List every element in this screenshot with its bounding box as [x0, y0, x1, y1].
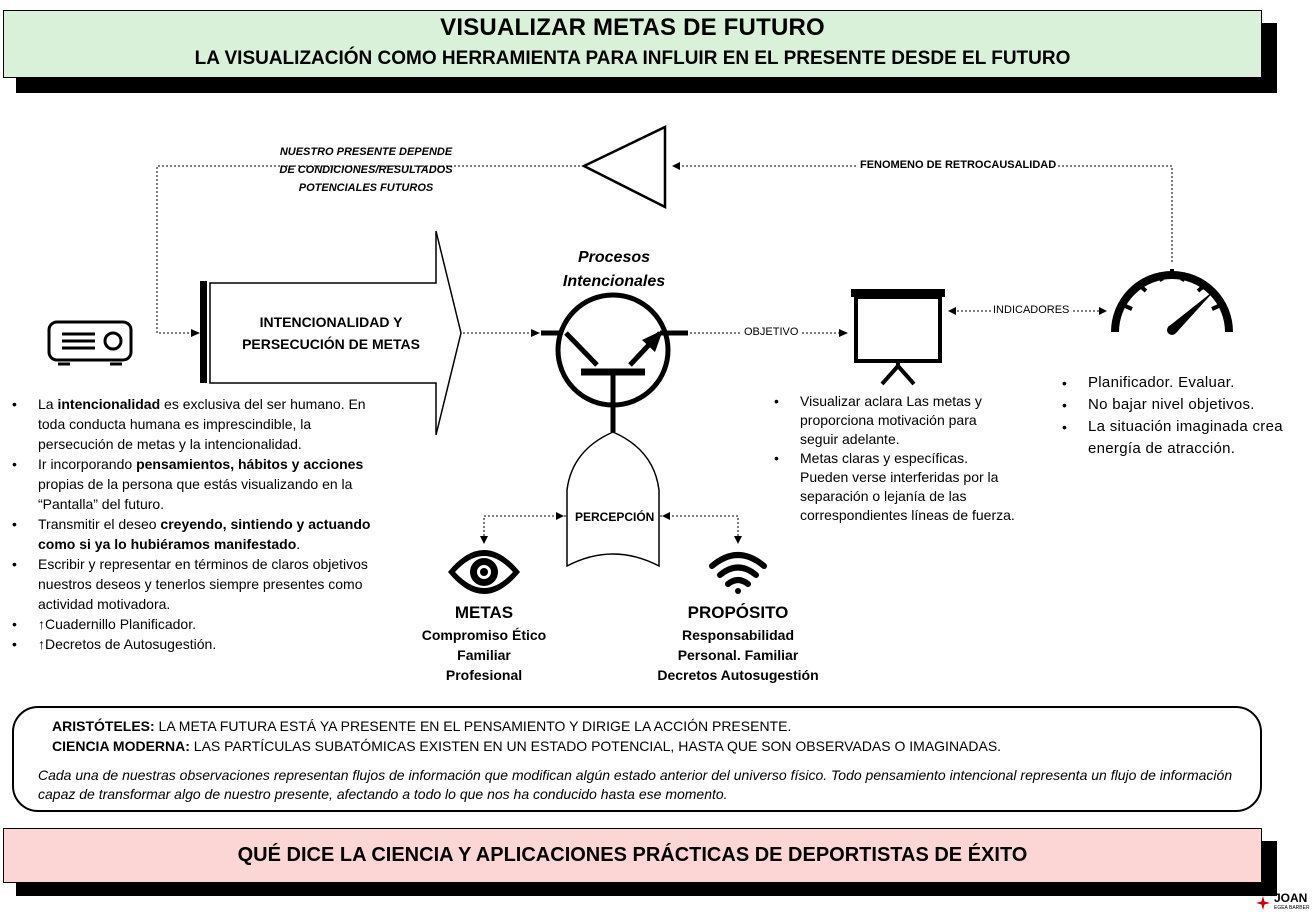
- bullet-text: Ir incorporando: [38, 456, 137, 472]
- right-bullet-1: • Planificador. Evaluar.: [1058, 372, 1308, 394]
- metas-line-2: Familiar: [457, 647, 511, 663]
- right-bullet-3: • La situación imaginada crea energía de atracción.: [1058, 416, 1308, 460]
- brand-logo: [1256, 890, 1312, 918]
- bullet-bold: intencionalidad: [57, 396, 161, 412]
- ciencia-label: CIENCIA MODERNA:: [52, 738, 190, 754]
- aristoteles-text: LA META FUTURA ESTÁ YA PRESENTE EN EL PENSAMIENTO Y DIRIGE LA ACCIÓN PRESENTE.: [154, 718, 792, 734]
- left-bullet-6: [8, 634, 390, 654]
- left-bullet-4: [8, 554, 390, 614]
- aristoteles-line: [52, 716, 1260, 736]
- bullet-bold: creyendo, sintiendo y actuando como si ya lo hubiéramos manifestado: [38, 516, 371, 552]
- metas-title: METAS: [454, 603, 514, 622]
- processes-label-line-1: Procesos: [577, 249, 651, 266]
- arrow-label: [222, 311, 440, 355]
- indicators-arrowhead-left: [948, 307, 956, 315]
- left-bullet-list: [8, 394, 390, 654]
- left-bullet-3: [8, 514, 390, 554]
- aristoteles-label: ARISTÓTELES:: [52, 718, 155, 734]
- metas-line-3: Profesional: [445, 667, 523, 683]
- left-bullet-2: [8, 454, 390, 514]
- feedback-arrowhead-right: [672, 162, 680, 170]
- right-bullet-2: • No bajar nivel objetivos.: [1058, 394, 1308, 416]
- and-gate-shape: [567, 432, 659, 566]
- middle-bullet-1: • Visualizar aclara Las metas y proporciona motivación para seguir adelante.: [770, 392, 1015, 449]
- bullet-text: Transmitir el deseo: [38, 516, 161, 532]
- right-bullet-list: [1058, 372, 1308, 460]
- metas-line-1: Compromiso Ético: [421, 627, 547, 643]
- proposito-title: PROPÓSITO: [687, 603, 789, 622]
- objective-arrowhead: [839, 329, 848, 337]
- bullet-text: es exclusiva del ser humano. En toda conducta humana es imprescindible, la persecución de metas y la intencionalidad.: [38, 396, 366, 452]
- middle-bullet-list: [770, 392, 1015, 525]
- middle-bullet-2: • Metas claras y específicas. Pueden verse interferidas por la separación o lejanía de las correspondientes líneas de fuerza.: [770, 449, 1015, 525]
- feedback-arrowhead-into-arrow: [191, 329, 200, 337]
- indicators-label: INDICADORES: [993, 304, 1070, 316]
- processes-label: [540, 246, 688, 294]
- bullet-text: .: [296, 536, 301, 552]
- ciencia-line: [52, 736, 1260, 756]
- science-quote-box: [12, 706, 1262, 812]
- objective-label: OBJETIVO: [744, 326, 799, 338]
- proposito-block: [638, 601, 838, 685]
- page-subtitle: LA VISUALIZACIÓN COMO HERRAMIENTA PARA INFLUIR EN EL PRESENTE DESDE EL FUTURO: [194, 48, 1071, 69]
- page-title: VISUALIZAR METAS DE FUTURO: [440, 14, 825, 41]
- arrow-label-line-1: INTENCIONALIDAD Y: [259, 314, 403, 330]
- feedback-note-line-1: NUESTRO PRESENTE DEPENDE: [279, 146, 453, 158]
- arrowhead-transistor: [531, 329, 540, 337]
- bullet-bold: pensamientos, hábitos y acciones: [136, 456, 364, 472]
- projector-icon: [49, 322, 131, 364]
- bullet-text: propias de la persona que estás visualizando en la “Pantalla” del futuro.: [38, 476, 353, 512]
- metas-block: [394, 601, 574, 685]
- feedback-note-line-2: DE CONDICIONES/RESULTADOS: [279, 164, 453, 176]
- footer-title: QUÉ DICE LA CIENCIA Y APLICACIONES PRÁCTICAS DE DEPORTISTAS DE ÉXITO: [237, 844, 1028, 866]
- feedback-note-line-3: POTENCIALES FUTUROS: [298, 182, 434, 194]
- eye-icon: [448, 550, 520, 594]
- bullet-text: La: [38, 396, 58, 412]
- triangle-amplifier-icon: [584, 127, 665, 207]
- logo-name: JOAN: [1274, 891, 1308, 905]
- processes-label-line-2: Intencionales: [562, 273, 666, 290]
- bullet-text: ↑Decretos de Autosugestión.: [38, 636, 217, 652]
- feedback-line: [672, 166, 1172, 262]
- wifi-icon: [712, 555, 764, 594]
- proposito-line-1: Responsabilidad: [681, 627, 795, 643]
- header-banner: [3, 10, 1262, 78]
- transistor-icon: [541, 295, 688, 415]
- proposito-line-3: Decretos Autosugestión: [657, 667, 819, 683]
- quote-text: Cada una de nuestras observaciones representan flujos de información que modifican algún estado anterior del universo físico. Todo pensamiento intencional representa un flujo de información capaz de transformar algo de nuestro presente, afectando a todo lo que nos ha conducido hasta ese momento.: [38, 767, 1233, 802]
- perception-line-left: [484, 516, 566, 540]
- feedback-note: [258, 143, 474, 197]
- proposito-line-2: Personal. Familiar: [677, 647, 799, 663]
- arrow-label-line-2: PERSECUCIÓN DE METAS: [242, 336, 420, 352]
- footer-banner: [3, 828, 1262, 883]
- perception-label: PERCEPCIÓN: [575, 510, 655, 524]
- left-bullet-1: [8, 394, 390, 454]
- bullet-text: ↑Cuadernillo Planificador.: [38, 616, 196, 632]
- perception-line-right: [660, 516, 738, 540]
- logo-sub: EGEA BARBER: [1274, 905, 1310, 911]
- arrow-bar: [200, 281, 207, 383]
- indicators-arrowhead-right: [1099, 307, 1107, 315]
- gauge-icon: [1115, 269, 1229, 335]
- ciencia-text: LAS PARTÍCULAS SUBATÓMICAS EXISTEN EN UN ESTADO POTENCIAL, HASTA QUE SON OBSERVADAS O IMAGINADAS.: [189, 738, 1002, 754]
- left-bullet-5: [8, 614, 390, 634]
- logo-star-icon: [1256, 896, 1270, 910]
- bullet-text: Escribir y representar en términos de claros objetivos nuestros deseos y tenerlos siempre presentes como actividad motivadora.: [38, 556, 368, 612]
- projection-screen-icon: [851, 289, 945, 384]
- retrocausality-label: FENOMENO DE RETROCAUSALIDAD: [860, 159, 1057, 171]
